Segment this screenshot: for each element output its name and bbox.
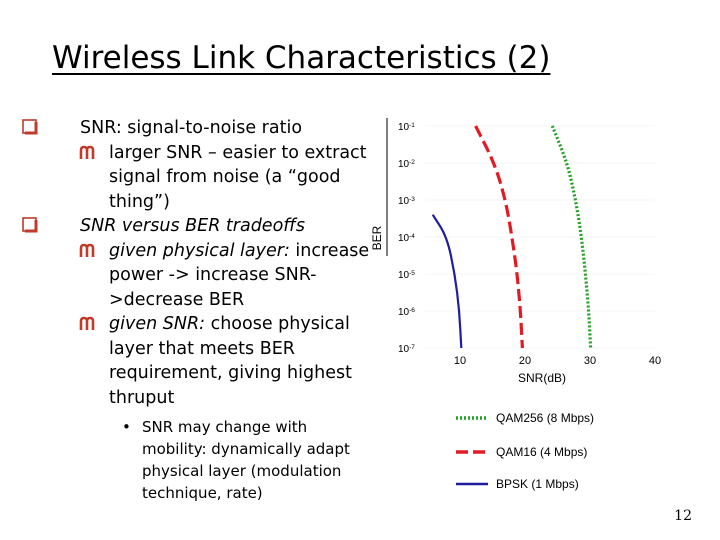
x-axis-label: SNR(dB) <box>517 371 567 385</box>
y-tick-label: $10^{-6}$ <box>398 306 415 318</box>
y-tick-label: $10^{-1}$ <box>398 121 415 133</box>
x-tick-label: 10 <box>453 355 467 367</box>
bullet-text: choose physical layer that meets BER requirement, giving highest thruput <box>109 314 352 408</box>
y-tick-label: $10^{-4}$ <box>398 232 415 244</box>
bullet-text: SNR may change with mobility: dynamically adapt physical layer (modulation technique, rate) <box>142 418 350 502</box>
y-axis-label: BER <box>370 225 384 251</box>
legend-label: QAM16 (4 Mbps) <box>496 445 588 459</box>
y-tick-label: $10^{-7}$ <box>398 343 415 355</box>
x-tick-label: 40 <box>648 355 662 367</box>
legend-label: QAM256 (8 Mbps) <box>496 411 595 425</box>
page-number: 12 <box>674 508 692 524</box>
y-tick-label: $10^{-3}$ <box>398 195 415 207</box>
bullet-text: SNR: signal-to-noise ratio <box>80 118 303 138</box>
bullet-lead: given SNR: <box>109 314 206 334</box>
slide-title: Wireless Link Characteristics (2) <box>52 40 551 76</box>
dot-bullet-icon: • <box>122 418 131 436</box>
bullet-lead: given physical layer: <box>109 240 290 261</box>
x-tick-label: 20 <box>518 355 532 367</box>
bullet-text: SNR versus BER tradeoffs <box>80 216 306 236</box>
y-tick-label: $10^{-5}$ <box>398 269 415 281</box>
y-tick-label: $10^{-2}$ <box>398 158 415 170</box>
legend-label: BPSK (1 Mbps) <box>496 477 579 491</box>
series-line-2 <box>433 215 462 348</box>
x-tick-label: 30 <box>583 355 597 367</box>
bullet-text: increase power -> increase SNR->decrease BER <box>109 240 370 310</box>
bullet-text: larger SNR – easier to extract signal from noise (a “good thing”) <box>109 142 367 212</box>
